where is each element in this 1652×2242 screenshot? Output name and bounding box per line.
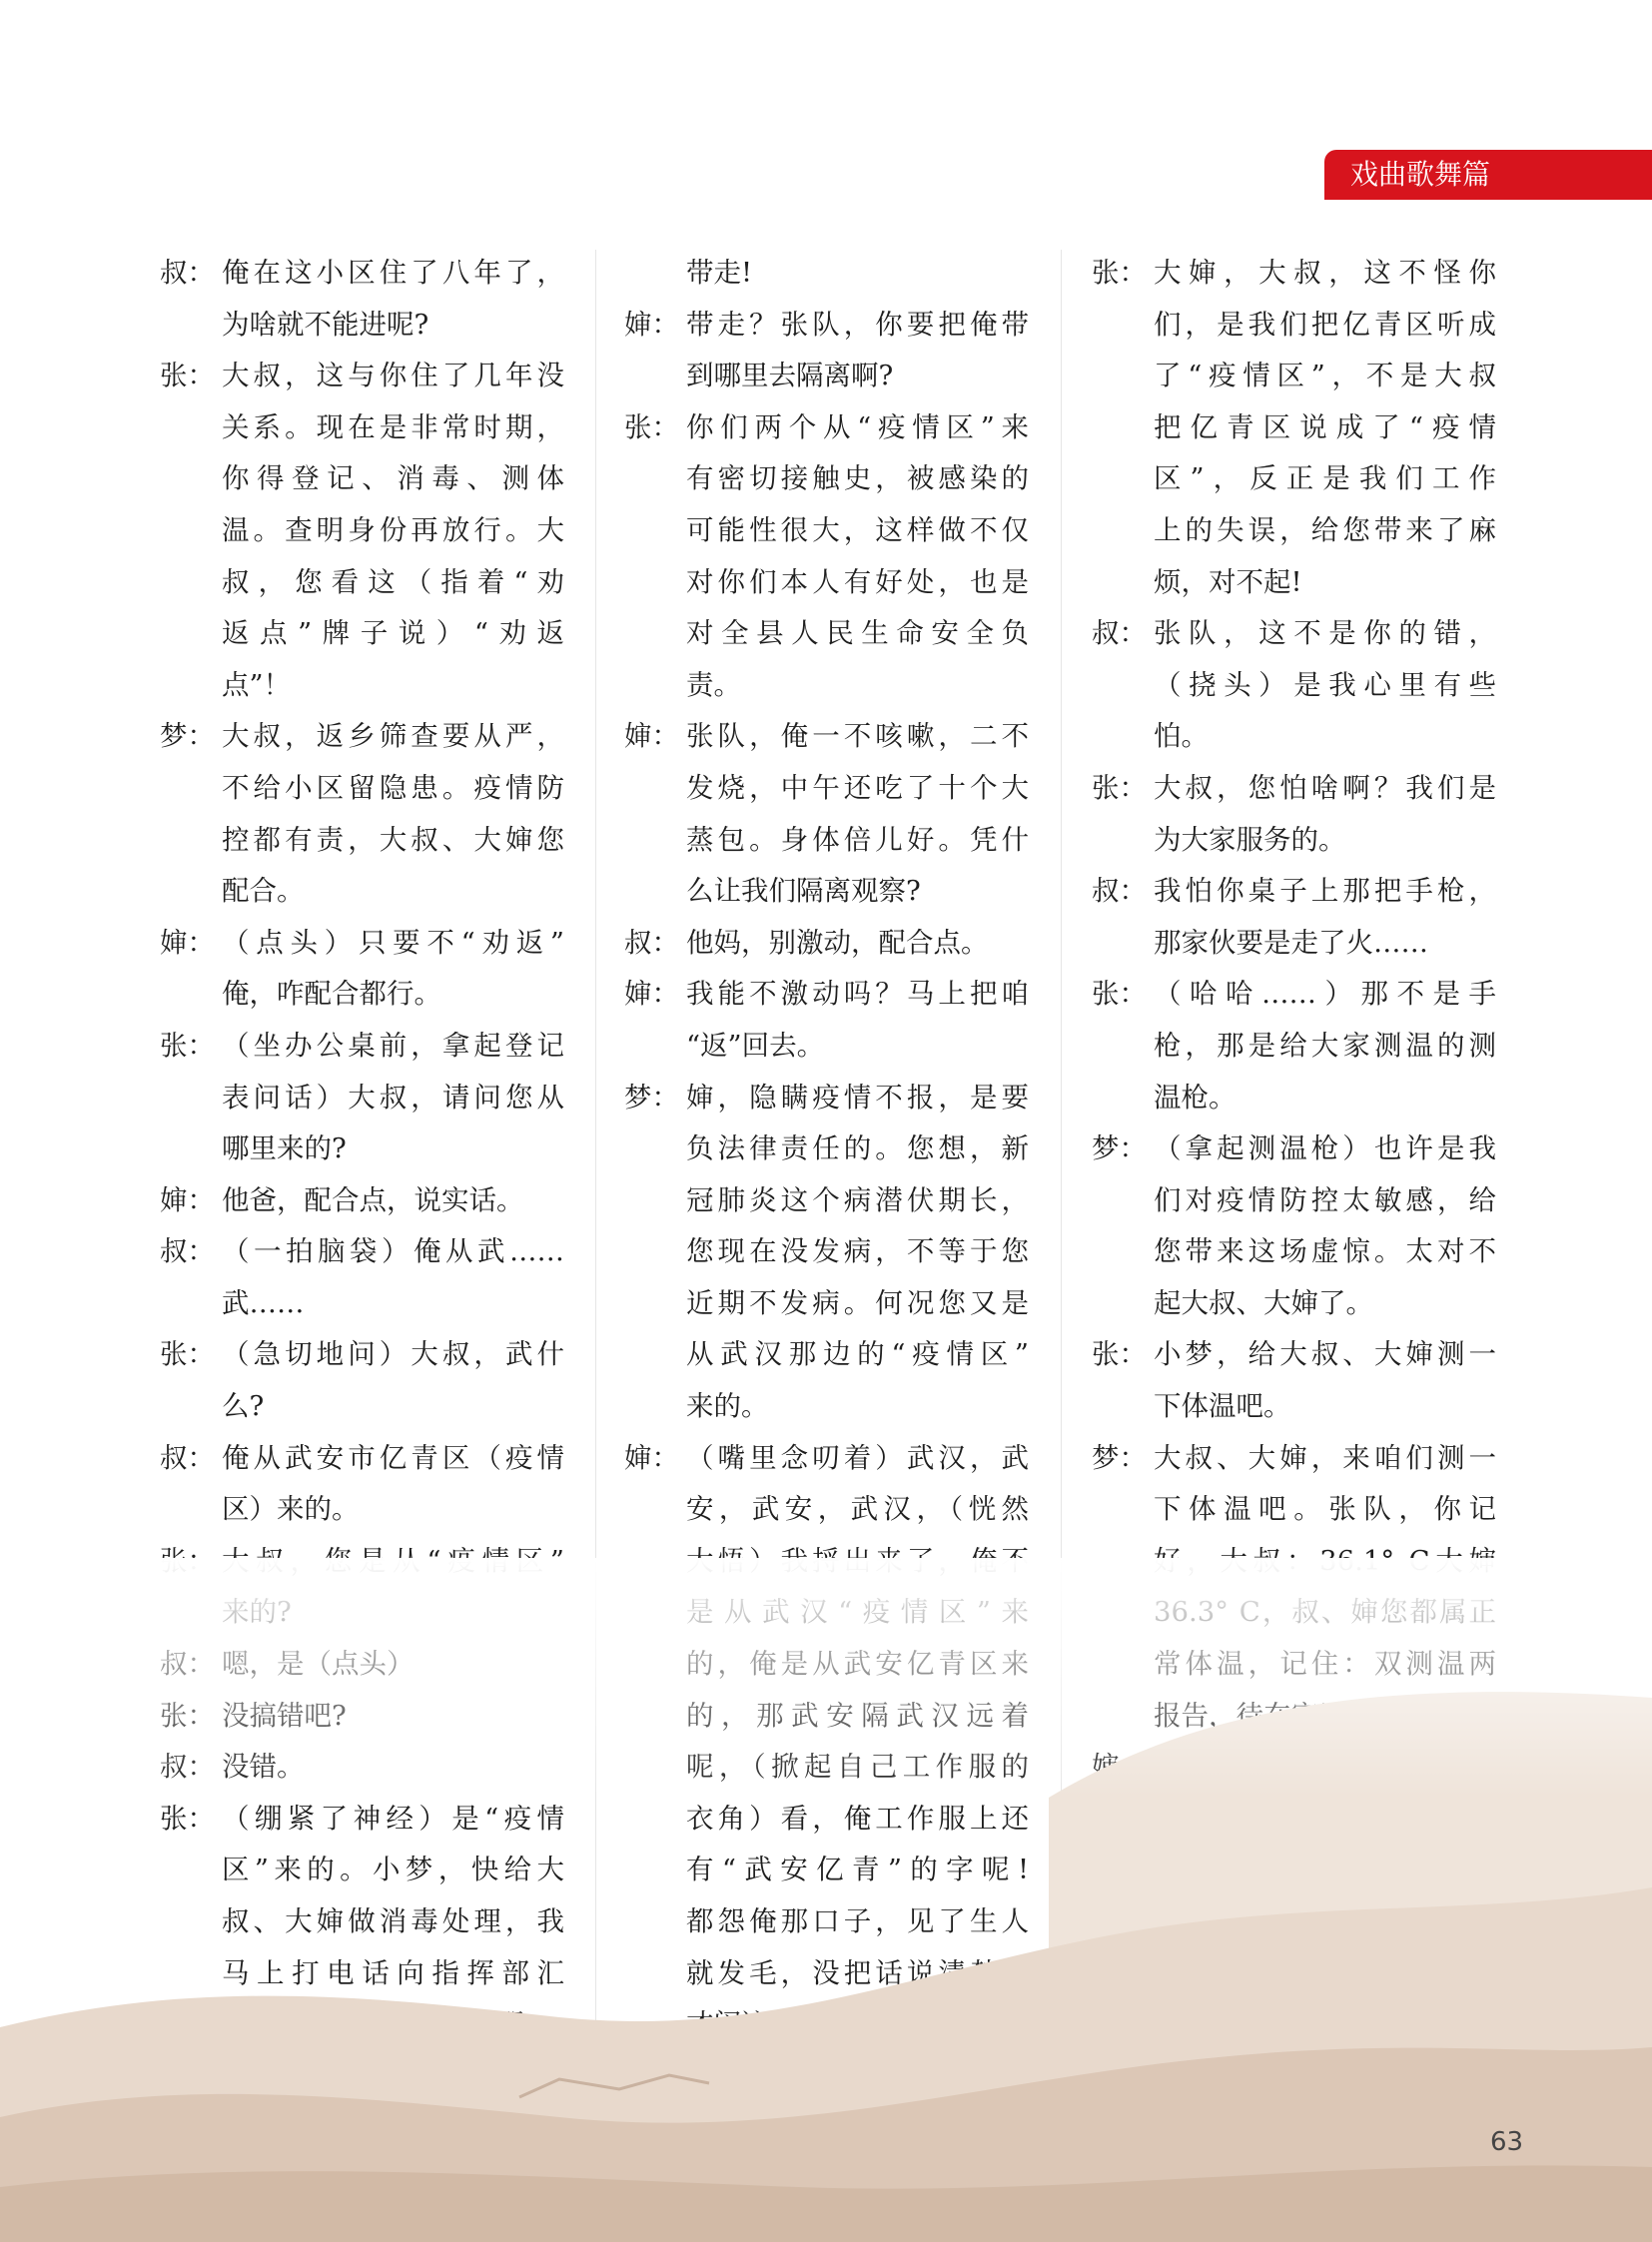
- script-line: [624, 969, 1029, 1021]
- speaker-label: [624, 1123, 686, 1175]
- speaker-label: [1092, 1484, 1154, 1536]
- dialogue-text: 负法律责任的。您想，新: [686, 1132, 1029, 1165]
- script-line: [160, 1175, 564, 1227]
- dialogue-text: （哈哈……）那不是手: [1154, 978, 1496, 1011]
- dialogue-text: 怕。: [1154, 720, 1209, 753]
- speaker-label: 张：: [1092, 978, 1147, 1011]
- dialogue-text: 关系。现在是非常时期，: [222, 410, 564, 443]
- script-line: [1092, 453, 1496, 505]
- script-line: [160, 1278, 564, 1330]
- script-line: [1092, 711, 1496, 763]
- script-line: [1092, 351, 1496, 402]
- speaker-label: 叔：: [624, 926, 679, 959]
- speaker-label: 叔：: [1092, 617, 1147, 650]
- script-line: [1092, 815, 1496, 867]
- speaker-label: [1092, 300, 1154, 352]
- script-line: [160, 557, 564, 609]
- script-line: [624, 1278, 1029, 1330]
- script-line: [1092, 608, 1496, 660]
- script-line: [160, 969, 564, 1021]
- speaker-label: [160, 608, 222, 660]
- speaker-label: [1092, 1226, 1154, 1278]
- dialogue-text: 返点”牌子说）“劝返: [222, 617, 564, 650]
- script-line: [160, 1433, 564, 1485]
- speaker-label: [160, 1381, 222, 1433]
- dialogue-text: 为大家服务的。: [1154, 823, 1346, 856]
- dialogue-text: 到哪里去隔离啊?: [686, 360, 894, 392]
- dialogue-text: 您现在没发病，不等于您: [686, 1235, 1029, 1268]
- script-line: [1092, 1381, 1496, 1433]
- dialogue-text: 大叔，返乡筛查要从严，: [222, 720, 564, 753]
- speaker-label: [1092, 1278, 1154, 1330]
- dialogue-text: 表问话）大叔，请问您从: [222, 1081, 564, 1114]
- script-line: [160, 660, 564, 712]
- dialogue-text: 枪，那是给大家测温的测: [1154, 1029, 1496, 1062]
- speaker-label: [160, 1484, 222, 1536]
- dialogue-text: “返”回去。: [686, 1029, 825, 1062]
- dialogue-text: 张队，这不是你的错，: [1154, 617, 1496, 650]
- speaker-label: [624, 1175, 686, 1227]
- speaker-label: 婶：: [624, 1441, 679, 1474]
- dialogue-text: 来的。: [686, 1390, 769, 1423]
- script-line: [160, 300, 564, 352]
- speaker-label: 张：: [1092, 771, 1147, 804]
- script-line: [1092, 763, 1496, 815]
- dialogue-text: 么?: [222, 1390, 265, 1423]
- speaker-label: [624, 608, 686, 660]
- script-line: [624, 1226, 1029, 1278]
- script-line: [160, 402, 564, 454]
- script-line: [624, 505, 1029, 557]
- dialogue-text: 你们两个从“疫情区”来: [686, 410, 1029, 443]
- script-line: [1092, 300, 1496, 352]
- dialogue-text: 们对疫情防控太敏感，给: [1154, 1183, 1496, 1216]
- dialogue-text: 烦，对不起!: [1154, 565, 1302, 598]
- script-line: [160, 351, 564, 402]
- speaker-label: [624, 505, 686, 557]
- speaker-label: [160, 763, 222, 815]
- dialogue-text: 您带来这场虚惊。太对不: [1154, 1235, 1496, 1268]
- speaker-label: [1092, 402, 1154, 454]
- speaker-label: [1092, 557, 1154, 609]
- speaker-label: [160, 866, 222, 918]
- speaker-label: 张：: [160, 1338, 215, 1371]
- dialogue-text: 叔，您看这（指着“劝: [222, 565, 564, 598]
- script-line: [624, 763, 1029, 815]
- dialogue-text: 温枪。: [1154, 1081, 1237, 1114]
- script-line: [624, 1433, 1029, 1485]
- dialogue-text: 那家伙要是走了火……: [1154, 926, 1428, 959]
- speaker-label: [1092, 1175, 1154, 1227]
- script-line: [160, 815, 564, 867]
- script-line: [1092, 1175, 1496, 1227]
- dialogue-text: 蒸包。身体倍儿好。凭什: [686, 823, 1029, 856]
- dialogue-text: 有密切接触史，被感染的: [686, 462, 1029, 495]
- dialogue-text: 区）来的。: [222, 1493, 360, 1526]
- script-line: [624, 402, 1029, 454]
- speaker-label: 张：: [1092, 1338, 1147, 1371]
- dialogue-text: 了“疫情区”，不是大叔: [1154, 360, 1496, 392]
- script-line: [160, 1381, 564, 1433]
- dialogue-text: 哪里来的?: [222, 1132, 347, 1165]
- dialogue-text: 俺在这小区住了八年了，: [222, 257, 564, 289]
- script-line: [160, 608, 564, 660]
- dialogue-text: （挠头）是我心里有些: [1154, 668, 1496, 701]
- speaker-label: 叔：: [160, 257, 215, 289]
- dialogue-text: 带走？张队，你要把俺带: [686, 308, 1029, 341]
- script-line: [624, 453, 1029, 505]
- speaker-label: [160, 1278, 222, 1330]
- script-line: [160, 866, 564, 918]
- script-line: [624, 300, 1029, 352]
- script-line: [624, 1175, 1029, 1227]
- speaker-label: [624, 866, 686, 918]
- script-line: [160, 1329, 564, 1381]
- script-line: [1092, 402, 1496, 454]
- script-line: [160, 1021, 564, 1073]
- speaker-label: [160, 402, 222, 454]
- speaker-label: 叔：: [160, 1235, 215, 1268]
- speaker-label: [624, 1329, 686, 1381]
- dialogue-text: 大叔、大婶，来咱们测一: [1154, 1441, 1496, 1474]
- speaker-label: 婶：: [624, 308, 679, 341]
- speaker-label: 张：: [624, 410, 679, 443]
- script-line: [1092, 918, 1496, 970]
- dialogue-text: 可能性很大，这样做不仅: [686, 513, 1029, 546]
- speaker-label: 梦：: [624, 1081, 679, 1114]
- speaker-label: [624, 660, 686, 712]
- dialogue-text: 责。: [686, 668, 741, 701]
- dialogue-text: 大婶，大叔，这不怪你: [1154, 257, 1496, 289]
- speaker-label: [624, 351, 686, 402]
- dialogue-text: 张队，俺一不咳嗽，二不: [686, 720, 1029, 753]
- script-line: [1092, 660, 1496, 712]
- script-line: [624, 1484, 1029, 1536]
- speaker-label: [1092, 918, 1154, 970]
- speaker-label: [624, 763, 686, 815]
- speaker-label: [160, 1073, 222, 1124]
- dialogue-text: 控都有责，大叔、大婶您: [222, 823, 564, 856]
- script-line: [1092, 1484, 1496, 1536]
- speaker-label: [160, 557, 222, 609]
- script-line: [160, 711, 564, 763]
- dialogue-text: 从武汉那边的“疫情区”: [686, 1338, 1029, 1371]
- script-line: [160, 453, 564, 505]
- speaker-label: [624, 1226, 686, 1278]
- dialogue-text: 温。查明身份再放行。大: [222, 513, 564, 546]
- script-line: [160, 1226, 564, 1278]
- speaker-label: 叔：: [1092, 875, 1147, 908]
- dialogue-text: 俺，咋配合都行。: [222, 978, 441, 1011]
- speaker-label: [1092, 1381, 1154, 1433]
- speaker-label: [1092, 660, 1154, 712]
- dialogue-text: 你得登记、消毒、测体: [222, 462, 564, 495]
- script-line: [624, 1021, 1029, 1073]
- script-line: [624, 1073, 1029, 1124]
- dialogue-text: 俺从武安市亿青区（疫情: [222, 1441, 564, 1474]
- speaker-label: 梦：: [1092, 1441, 1147, 1474]
- script-line: [624, 248, 1029, 300]
- script-line: [160, 505, 564, 557]
- speaker-label: [624, 1381, 686, 1433]
- speaker-label: [624, 1278, 686, 1330]
- dialogue-text: 安，武安，武汉，（恍然: [686, 1493, 1029, 1526]
- script-line: [160, 1123, 564, 1175]
- script-line: [160, 248, 564, 300]
- script-line: [160, 918, 564, 970]
- speaker-label: [1092, 815, 1154, 867]
- dialogue-text: （嘴里念叨着）武汉，武: [686, 1441, 1029, 1474]
- dialogue-text: 上的失误，给您带来了麻: [1154, 513, 1496, 546]
- script-line: [160, 763, 564, 815]
- speaker-label: 梦：: [160, 720, 215, 753]
- dialogue-text: 大叔，您怕啥啊？我们是: [1154, 771, 1496, 804]
- speaker-label: 婶：: [160, 926, 215, 959]
- speaker-label: 张：: [1092, 257, 1147, 289]
- speaker-label: 叔：: [160, 1441, 215, 1474]
- speaker-label: [1092, 351, 1154, 402]
- dialogue-text: （一拍脑袋）俺从武……: [222, 1235, 564, 1268]
- speaker-label: 婶：: [624, 978, 679, 1011]
- dialogue-text: 带走!: [686, 257, 753, 289]
- script-line: [1092, 1226, 1496, 1278]
- script-line: [624, 557, 1029, 609]
- script-line: [160, 1484, 564, 1536]
- script-line: [624, 660, 1029, 712]
- dialogue-text: 下体温吧。: [1154, 1390, 1291, 1423]
- speaker-label: [160, 815, 222, 867]
- dialogue-text: 为啥就不能进呢?: [222, 308, 429, 341]
- speaker-label: 婶：: [160, 1183, 215, 1216]
- script-line: [1092, 1433, 1496, 1485]
- speaker-label: [624, 453, 686, 505]
- speaker-label: [1092, 505, 1154, 557]
- script-line: [1092, 248, 1496, 300]
- script-line: [1092, 557, 1496, 609]
- speaker-label: [160, 505, 222, 557]
- dialogue-text: 么让我们隔离观察?: [686, 875, 921, 908]
- dialogue-text: （急切地问）大叔，武什: [222, 1338, 564, 1371]
- script-line: [624, 815, 1029, 867]
- speaker-label: 梦：: [1092, 1132, 1147, 1165]
- speaker-label: [624, 557, 686, 609]
- dialogue-text: 我怕你桌子上那把手枪，: [1154, 875, 1496, 908]
- dialogue-text: 对全县人民生命安全负: [686, 617, 1029, 650]
- speaker-label: [624, 248, 686, 300]
- speaker-label: [1092, 1021, 1154, 1073]
- dialogue-text: 点”！: [222, 668, 292, 701]
- speaker-label: 张：: [160, 360, 215, 392]
- dialogue-text: 对你们本人有好处，也是: [686, 565, 1029, 598]
- dialogue-text: 起大叔、大婶了。: [1154, 1286, 1373, 1319]
- script-line: [624, 1123, 1029, 1175]
- dialogue-text: 小梦，给大叔、大婶测一: [1154, 1338, 1496, 1371]
- script-line: [624, 608, 1029, 660]
- dialogue-text: （点头）只要不“劝返”: [222, 926, 564, 959]
- dialogue-text: 们，是我们把亿青区听成: [1154, 308, 1496, 341]
- script-line: [624, 711, 1029, 763]
- page-number: 63: [1490, 2127, 1524, 2157]
- script-line: [624, 866, 1029, 918]
- dialogue-text: 区”，反正是我们工作: [1154, 462, 1496, 495]
- script-line: [1092, 505, 1496, 557]
- speaker-label: [1092, 453, 1154, 505]
- dialogue-text: 他妈，别激动，配合点。: [686, 926, 989, 959]
- script-line: [624, 1329, 1029, 1381]
- speaker-label: [160, 969, 222, 1021]
- script-line: [1092, 1329, 1496, 1381]
- speaker-label: [160, 300, 222, 352]
- dialogue-text: 我能不激动吗？马上把咱: [686, 978, 1029, 1011]
- landscape-background: [0, 1558, 1652, 2242]
- dialogue-text: 大叔，这与你住了几年没: [222, 360, 564, 392]
- dialogue-text: （坐办公桌前，拿起登记: [222, 1029, 564, 1062]
- dialogue-text: （拿起测温枪）也许是我: [1154, 1132, 1496, 1165]
- dialogue-text: 不给小区留隐患。疫情防: [222, 771, 564, 804]
- speaker-label: [624, 1021, 686, 1073]
- script-line: [1092, 866, 1496, 918]
- dialogue-text: 下体温吧。张队，你记: [1154, 1493, 1496, 1526]
- section-tab: 戏曲歌舞篇: [1324, 150, 1652, 200]
- script-line: [1092, 1123, 1496, 1175]
- speaker-label: [160, 660, 222, 712]
- speaker-label: 婶：: [624, 720, 679, 753]
- dialogue-text: 武……: [222, 1286, 305, 1319]
- script-line: [1092, 969, 1496, 1021]
- script-line: [624, 351, 1029, 402]
- dialogue-text: 配合。: [222, 875, 305, 908]
- script-line: [624, 1381, 1029, 1433]
- script-line: [160, 1073, 564, 1124]
- speaker-label: [1092, 1073, 1154, 1124]
- dialogue-text: 近期不发病。何况您又是: [686, 1286, 1029, 1319]
- script-line: [1092, 1021, 1496, 1073]
- speaker-label: [624, 1484, 686, 1536]
- dialogue-text: 冠肺炎这个病潜伏期长，: [686, 1183, 1029, 1216]
- speaker-label: [160, 453, 222, 505]
- script-line: [1092, 1278, 1496, 1330]
- speaker-label: [624, 815, 686, 867]
- dialogue-text: 把亿青区说成了“疫情: [1154, 410, 1496, 443]
- script-line: [1092, 1073, 1496, 1124]
- speaker-label: [160, 1123, 222, 1175]
- dialogue-text: 发烧，中午还吃了十个大: [686, 771, 1029, 804]
- dialogue-text: 婶，隐瞒疫情不报，是要: [686, 1081, 1029, 1114]
- script-line: [624, 918, 1029, 970]
- dialogue-text: 他爸，配合点，说实话。: [222, 1183, 524, 1216]
- speaker-label: [1092, 711, 1154, 763]
- speaker-label: 张：: [160, 1029, 215, 1062]
